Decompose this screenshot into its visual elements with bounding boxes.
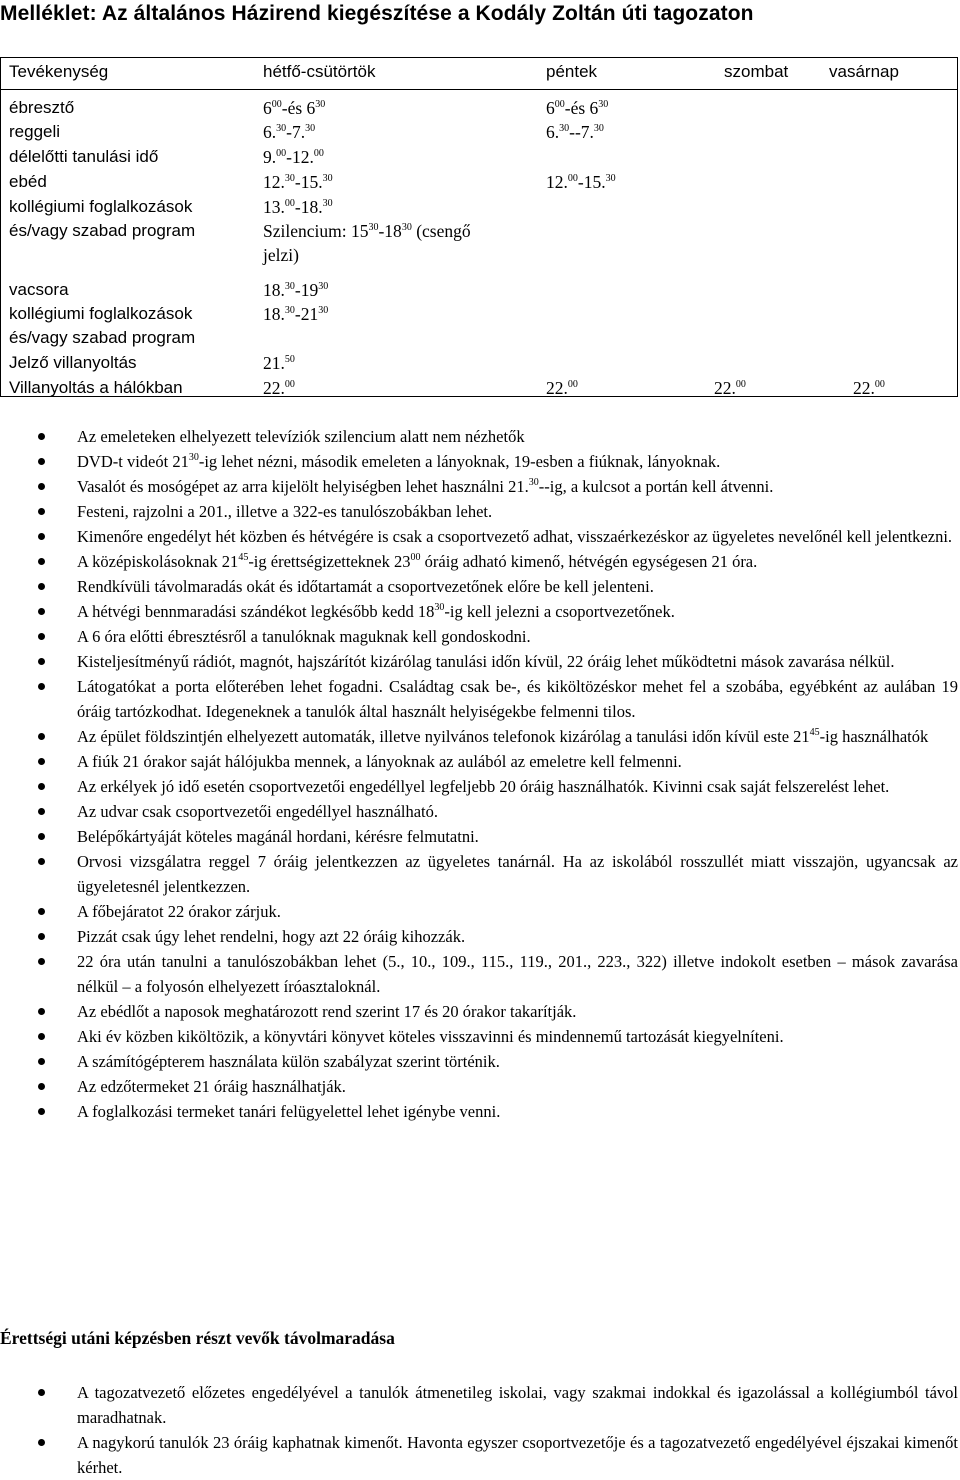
activity-cell: délelőtti tanulási idő xyxy=(9,147,159,166)
rule-text: Rendkívüli távolmaradás okát és időtartamát a csoportvezetőnek előre be kell jelenteni. xyxy=(77,577,654,596)
mon-thu-cell: 22.00 xyxy=(263,378,295,398)
rule-item xyxy=(0,1049,958,1074)
bullet-icon xyxy=(38,533,45,540)
bullet-icon xyxy=(38,733,45,740)
mon-thu-cell: 21.50 xyxy=(263,353,295,373)
rule-item xyxy=(0,899,958,924)
rule-text: Orvosi vizsgálatra reggel 7 óráig jelentkezzen az ügyeletes tanárnál. Ha az iskolából rosszullét miatt visszajön, ugyancsak az ügyeletesnél jelentkezzen. xyxy=(77,852,958,896)
bullet-icon xyxy=(38,683,45,690)
table-header-cell: szombat xyxy=(724,62,789,81)
friday-cell: $6^{00}-és$ $6^{30}$ xyxy=(546,98,609,118)
bullet-icon xyxy=(38,1108,45,1115)
activity-cell: Villanyoltás a hálókban xyxy=(9,378,183,397)
saturday-cell: 22.00 xyxy=(714,378,746,398)
bullet-icon xyxy=(38,808,45,815)
rule-text: Festeni, rajzolni a 201., illetve a 322-es tanulószobákban lehet. xyxy=(77,502,493,521)
rule-item xyxy=(0,574,958,599)
schedule-table xyxy=(0,57,958,397)
bullet-icon xyxy=(38,483,45,490)
activity-cell: reggeli xyxy=(9,122,61,141)
rule-item xyxy=(0,749,958,774)
rule-item xyxy=(0,449,958,474)
activity-cell: vacsora xyxy=(9,280,69,299)
rule-item xyxy=(0,524,958,549)
bullet-icon xyxy=(38,1439,45,1446)
mon-thu-cell-note: jelzi) xyxy=(263,245,299,265)
rule-item xyxy=(0,649,958,674)
rules-list-2 xyxy=(0,1380,958,1480)
rule-text: Kimenőre engedélyt hét közben és hétvégére is csak a csoportvezető adhat, visszaérkezéskor az ügyeletes nevelőnél kell jelentkezni. xyxy=(77,527,953,546)
mon-thu-cell: $18.30-19^{30}$ xyxy=(263,280,329,300)
bullet-icon xyxy=(38,608,45,615)
rule-text: A számítógépterem használata külön szabályzat szerint történik. xyxy=(77,1052,500,1071)
rule-text: Aki év közben kiköltözik, a könyvtári könyvet köteles visszavinni és mindennemű tartozását kiegyelníteni. xyxy=(77,1027,784,1046)
rule-item xyxy=(0,774,958,799)
rule-text: A középiskolásoknak $21^{45}-ig$ érettségizetteknek $23^{00}$ óráig adható kimenő, hétvégén egységesen 21 óra. xyxy=(77,552,758,571)
page-title: Melléklet: Az általános Házirend kiegészítése a Kodály Zoltán úti tagozaton xyxy=(0,2,754,25)
mon-thu-cell: 9.00-12.00 xyxy=(263,147,324,167)
rule-item xyxy=(0,1430,958,1480)
mon-thu-cell: 12.30-15.30 xyxy=(263,172,333,192)
rule-text: Vasalót és mosógépet az arra kijelölt helyiségben lehet használni 21.30--ig, a kulcsot a portán kell átvenni. xyxy=(77,477,774,496)
rule-item xyxy=(0,999,958,1024)
activity-cell-continued: és/vagy szabad program xyxy=(9,328,196,347)
rule-item xyxy=(0,1099,958,1124)
rule-item xyxy=(0,1380,958,1430)
rule-item xyxy=(0,624,958,649)
bullet-icon xyxy=(38,958,45,965)
rule-item xyxy=(0,724,958,749)
table-header-cell: vasárnap xyxy=(829,62,899,81)
bullet-icon xyxy=(38,1083,45,1090)
rule-item xyxy=(0,499,958,524)
bullet-icon xyxy=(38,933,45,940)
rule-item xyxy=(0,1074,958,1099)
rule-text: Az edzőtermeket 21 óráig használhatják. xyxy=(77,1077,346,1096)
rule-item xyxy=(0,549,958,574)
rule-item xyxy=(0,674,958,724)
bullet-icon xyxy=(38,833,45,840)
mon-thu-cell: 6.30-7.30 xyxy=(263,122,316,142)
bullet-icon xyxy=(38,633,45,640)
table-header-cell: péntek xyxy=(546,62,598,81)
rule-text: Az épület földszintjén elhelyezett automaták, illetve nyilvános telefonok kizárólag a tanulási időn kívül este $21^{45}-ig$ használhatók xyxy=(77,727,929,746)
bullet-icon xyxy=(38,508,45,515)
rule-item xyxy=(0,474,958,499)
bullet-icon xyxy=(38,783,45,790)
activity-cell: Jelző villanyoltás xyxy=(9,353,137,372)
activity-cell: ebéd xyxy=(9,172,47,191)
bullet-icon xyxy=(38,1008,45,1015)
bullet-icon xyxy=(38,758,45,765)
header-divider xyxy=(1,89,957,90)
bullet-icon xyxy=(38,858,45,865)
rule-item xyxy=(0,424,958,449)
rule-text: A hétvégi bennmaradási szándékot legkésőbb kedd $18^{30}-ig$ kell jelezni a csoportvezetőnek. xyxy=(77,602,675,621)
rules-list xyxy=(0,424,958,1124)
rule-text: A főbejáratot 22 órakor zárjuk. xyxy=(77,902,281,921)
rule-item xyxy=(0,949,958,999)
bullet-icon xyxy=(38,1033,45,1040)
bullet-icon xyxy=(38,583,45,590)
activity-cell: ébresztő xyxy=(9,98,75,117)
table-header-cell: Tevékenység xyxy=(9,62,109,81)
rule-text: A fiúk 21 órakor saját hálójukba mennek, a lányoknak az aulából az emeletre kell felmenni. xyxy=(77,752,682,771)
bullet-icon xyxy=(38,433,45,440)
rule-item xyxy=(0,799,958,824)
mon-thu-cell: $6^{00}-és$ $6^{30}$ xyxy=(263,98,326,118)
rule-text: A tagozatvezető előzetes engedélyével a tanulók átmenetileg iskolai, vagy szakmai indokkal és igazolással a kollégiumból távol maradhatnak. xyxy=(77,1383,958,1427)
activity-cell: kollégiumi foglalkozások xyxy=(9,197,193,216)
rule-text: 22 óra után tanulni a tanulószobákban lehet (5., 10., 109., 115., 119., 201., 223., 322) illetve indokolt esetben – mások zavarása nélkül – a folyosón elhelyezett íróasztaloknál. xyxy=(77,952,958,996)
rule-text: Pizzát csak úgy lehet rendelni, hogy azt 22 óráig kihozzák. xyxy=(77,927,466,946)
rule-text: Az erkélyek jó idő esetén csoportvezetői engedéllyel legfeljebb 20 óráig használhatók. Kivinni csak saját felszerelést lehet. xyxy=(77,777,890,796)
friday-cell: 22.00 xyxy=(546,378,578,398)
rule-item xyxy=(0,924,958,949)
rule-item xyxy=(0,599,958,624)
bullet-icon xyxy=(38,658,45,665)
activity-cell: kollégiumi foglalkozások xyxy=(9,304,193,323)
sunday-cell: 22.00 xyxy=(853,378,885,398)
rule-text: Az udvar csak csoportvezetői engedéllyel használható. xyxy=(77,802,439,821)
table-header-cell: hétfő-csütörtök xyxy=(263,62,376,81)
rule-item xyxy=(0,1024,958,1049)
friday-cell: 12.00-15.30 xyxy=(546,172,616,192)
bullet-icon xyxy=(38,558,45,565)
friday-cell: 6.30--7.30 xyxy=(546,122,604,142)
rule-text: Belépőkártyáját köteles magánál hordani, kérésre felmutatni. xyxy=(77,827,479,846)
rule-item xyxy=(0,849,958,899)
rule-text: A foglalkozási termeket tanári felügyelettel lehet igénybe venni. xyxy=(77,1102,501,1121)
rule-text: A 6 óra előtti ébresztésről a tanulóknak maguknak kell gondoskodni. xyxy=(77,627,531,646)
rule-text: Kisteljesítményű rádiót, magnót, hajszárítót kizárólag tanulási időn kívül, 22 óráig lehet működtetni mások zavarása nélkül. xyxy=(77,652,895,671)
rule-item xyxy=(0,824,958,849)
section-title: Érettségi utáni képzésben részt vevők távolmaradása xyxy=(0,1328,395,1348)
bullet-icon xyxy=(38,908,45,915)
activity-cell-continued: és/vagy szabad program xyxy=(9,221,196,240)
bullet-icon xyxy=(38,458,45,465)
bullet-icon xyxy=(38,1389,45,1396)
mon-thu-cell-note: Szilencium: $15^{30}-18^{30}$ (csengő xyxy=(263,221,471,241)
rule-text: Az ebédlőt a naposok meghatározott rend szerint 17 és 20 órakor takarítják. xyxy=(77,1002,577,1021)
bullet-icon xyxy=(38,1058,45,1065)
mon-thu-cell: $18.30-21^{30}$ xyxy=(263,304,329,324)
rule-text: Az emeleteken elhelyezett televíziók szilencium alatt nem nézhetők xyxy=(77,427,525,446)
rule-text: DVD-t videót $21^{30}-ig$ lehet nézni, második emeleten a lányoknak, 19-esben a fiúknak, lányoknak. xyxy=(77,452,721,471)
rule-text: A nagykorú tanulók 23 óráig kaphatnak kimenőt. Havonta egyszer csoportvezetője és a tagozatvezető engedélyével éjszakai kimenőt kérhet. xyxy=(77,1433,958,1477)
mon-thu-cell: 13.00-18.30 xyxy=(263,197,333,217)
rule-text: Látogatókat a porta előterében lehet fogadni. Családtag csak be-, és kiköltözéskor mehet fel a szobába, egyébként az aulában 19 óráig tartózkodhat. Idegeneknek a tanulók által használt helyiségekbe felmenni tilos. xyxy=(77,677,958,721)
